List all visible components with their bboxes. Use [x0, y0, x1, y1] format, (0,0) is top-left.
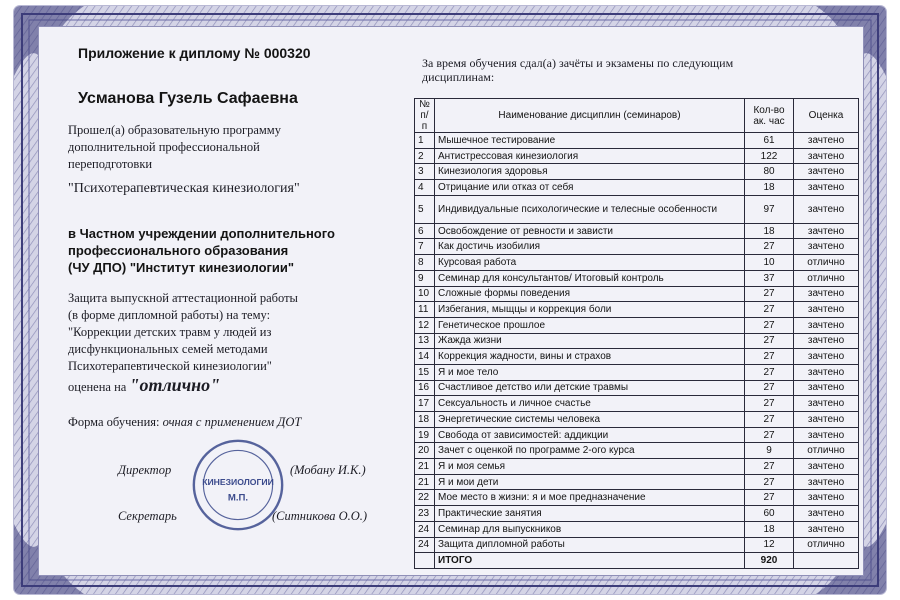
row-name: Я и мое тело	[435, 364, 745, 380]
row-num: 4	[415, 180, 435, 196]
row-hours: 9	[745, 443, 794, 459]
row-num: 2	[415, 148, 435, 164]
row-num: 12	[415, 317, 435, 333]
table-row	[415, 396, 859, 412]
row-name: Семинар для выпускников	[435, 521, 745, 537]
row-grade: зачтено	[794, 506, 859, 522]
holder-name: Усманова Гузель Сафаевна	[78, 90, 298, 107]
row-hours: 37	[745, 270, 794, 286]
row-num: 6	[415, 223, 435, 239]
table-row	[415, 380, 859, 396]
row-name: Мое место в жизни: я и мое предназначение	[435, 490, 745, 506]
row-hours: 18	[745, 180, 794, 196]
row-name: Счастливое детство или детские травмы	[435, 380, 745, 396]
row-name: Защита дипломной работы	[435, 537, 745, 553]
program-name: "Психотерапевтическая кинезиология"	[68, 181, 300, 196]
total-label: ИТОГО	[435, 553, 745, 569]
row-hours: 18	[745, 521, 794, 537]
thesis-intro-line: Защита выпускной аттестационной работы	[68, 291, 298, 305]
row-num: 8	[415, 255, 435, 271]
table-row	[415, 239, 859, 255]
row-hours: 27	[745, 317, 794, 333]
table-row	[415, 474, 859, 490]
table-row	[415, 148, 859, 164]
table-row	[415, 223, 859, 239]
program-intro-line: переподготовки	[68, 157, 153, 171]
grades-table	[414, 98, 859, 569]
study-form-label: Форма обучения:	[68, 415, 160, 429]
secretary-label: Секретарь	[118, 509, 177, 523]
table-row	[415, 412, 859, 428]
row-grade: зачтено	[794, 333, 859, 349]
row-num: 1	[415, 133, 435, 149]
table-heading	[422, 56, 733, 84]
row-name: Как достичь изобилия	[435, 239, 745, 255]
row-hours: 27	[745, 474, 794, 490]
row-num: 18	[415, 412, 435, 428]
row-name: Практические занятия	[435, 506, 745, 522]
row-name: Мышечное тестирование	[435, 133, 745, 149]
row-name: Освобождение от ревности и зависти	[435, 223, 745, 239]
row-name: Генетическое прошлое	[435, 317, 745, 333]
row-grade: зачтено	[794, 302, 859, 318]
table-row	[415, 302, 859, 318]
row-name: Зачет с оценкой по программе 2-ого курса	[435, 443, 745, 459]
row-num: 11	[415, 302, 435, 318]
row-grade: зачтено	[794, 396, 859, 412]
row-num: 19	[415, 427, 435, 443]
row-grade: зачтено	[794, 317, 859, 333]
row-num: 16	[415, 380, 435, 396]
row-grade: отлично	[794, 443, 859, 459]
row-num: 22	[415, 490, 435, 506]
row-grade: зачтено	[794, 148, 859, 164]
row-hours: 18	[745, 223, 794, 239]
row-name: Кинезиология здоровья	[435, 164, 745, 180]
table-row	[415, 521, 859, 537]
row-grade: зачтено	[794, 164, 859, 180]
row-grade: зачтено	[794, 223, 859, 239]
row-num: 14	[415, 349, 435, 365]
row-hours: 61	[745, 133, 794, 149]
stamp-mark: М.П.	[227, 492, 249, 504]
table-row	[415, 333, 859, 349]
table-row	[415, 537, 859, 553]
table-row	[415, 490, 859, 506]
header-name: Наименование дисциплин (семинаров)	[435, 99, 745, 133]
row-grade: зачтено	[794, 364, 859, 380]
row-grade: зачтено	[794, 412, 859, 428]
row-grade: отлично	[794, 255, 859, 271]
header-hours: Кол-во ак. час	[745, 99, 794, 133]
row-grade: зачтено	[794, 349, 859, 365]
row-num: 3	[415, 164, 435, 180]
total-row	[415, 553, 859, 569]
row-hours: 80	[745, 164, 794, 180]
row-hours: 122	[745, 148, 794, 164]
row-name: Индивидуальные психологические и телесные особенности	[435, 195, 745, 223]
total-hours: 920	[745, 553, 794, 569]
table-row	[415, 459, 859, 475]
program-intro-line: Прошел(а) образовательную программу	[68, 123, 281, 137]
row-hours: 97	[745, 195, 794, 223]
study-form-value: очная с применением ДОТ	[162, 415, 302, 429]
row-hours: 10	[745, 255, 794, 271]
table-row	[415, 255, 859, 271]
table-row	[415, 133, 859, 149]
table-row	[415, 443, 859, 459]
program-intro-line: дополнительной профессиональной	[68, 140, 260, 154]
row-grade: зачтено	[794, 195, 859, 223]
table-row	[415, 506, 859, 522]
table-heading-line: дисциплинам:	[422, 70, 495, 84]
row-hours: 27	[745, 364, 794, 380]
row-grade: зачтено	[794, 474, 859, 490]
table-row	[415, 364, 859, 380]
row-name: Избегания, мыщцы и коррекция боли	[435, 302, 745, 318]
row-num: 17	[415, 396, 435, 412]
row-hours: 12	[745, 537, 794, 553]
institution-line: (ЧУ ДПО) "Институт кинезиологии"	[68, 260, 295, 275]
table-row	[415, 349, 859, 365]
thesis-topic-line: Психотерапевтической кинезиологии"	[68, 359, 272, 373]
row-num: 24	[415, 521, 435, 537]
row-name: Свобода от зависимостей: аддикции	[435, 427, 745, 443]
row-num: 23	[415, 506, 435, 522]
row-grade: зачтено	[794, 380, 859, 396]
row-num: 7	[415, 239, 435, 255]
thesis-grade-line	[68, 377, 298, 396]
program-intro	[68, 122, 281, 173]
row-hours: 27	[745, 333, 794, 349]
row-grade: отлично	[794, 537, 859, 553]
table-row	[415, 164, 859, 180]
row-grade: зачтено	[794, 490, 859, 506]
row-name: Энергетические системы человека	[435, 412, 745, 428]
institution-line: профессионального образования	[68, 243, 289, 258]
thesis-block	[68, 290, 298, 396]
row-name: Коррекция жадности, вины и страхов	[435, 349, 745, 365]
row-num: 24	[415, 537, 435, 553]
grade-label: оценена на	[68, 380, 127, 394]
row-grade: зачтено	[794, 180, 859, 196]
table-row	[415, 195, 859, 223]
thesis-topic-line: "Коррекции детских травм у людей из	[68, 325, 272, 339]
row-hours: 27	[745, 380, 794, 396]
row-name: Я и мои дети	[435, 474, 745, 490]
header-grade: Оценка	[794, 99, 859, 133]
row-grade: зачтено	[794, 459, 859, 475]
row-name: Курсовая работа	[435, 255, 745, 271]
row-grade: зачтено	[794, 133, 859, 149]
row-num: 10	[415, 286, 435, 302]
director-label: Директор	[118, 463, 172, 477]
row-hours: 60	[745, 506, 794, 522]
table-row	[415, 286, 859, 302]
row-name: Сексуальность и личное счастье	[435, 396, 745, 412]
thesis-intro-line: (в форме дипломной работы) на тему:	[68, 308, 271, 322]
row-num: 5	[415, 195, 435, 223]
row-num: 21	[415, 474, 435, 490]
header-num: № п/п	[415, 99, 435, 133]
row-name: Сложные формы поведения	[435, 286, 745, 302]
row-name: Семинар для консультантов/ Итоговый контроль	[435, 270, 745, 286]
row-hours: 27	[745, 427, 794, 443]
row-hours: 27	[745, 412, 794, 428]
row-hours: 27	[745, 302, 794, 318]
row-name: Жажда жизни	[435, 333, 745, 349]
document-title: Приложение к диплому № 000320	[78, 45, 311, 61]
table-body	[415, 133, 859, 553]
row-num: 13	[415, 333, 435, 349]
row-hours: 27	[745, 286, 794, 302]
row-grade: зачтено	[794, 521, 859, 537]
row-grade: отлично	[794, 270, 859, 286]
secretary-name: (Ситникова О.О.)	[272, 509, 368, 523]
study-form	[68, 414, 301, 431]
row-name: Антистрессовая кинезиология	[435, 148, 745, 164]
row-hours: 27	[745, 239, 794, 255]
row-grade: зачтено	[794, 239, 859, 255]
row-hours: 27	[745, 396, 794, 412]
table-row	[415, 270, 859, 286]
stamp-text: КИНЕЗИОЛОГИИ	[202, 477, 274, 487]
row-name: Отрицание или отказ от себя	[435, 180, 745, 196]
row-grade: зачтено	[794, 427, 859, 443]
row-num: 20	[415, 443, 435, 459]
row-grade: зачтено	[794, 286, 859, 302]
table-heading-line: За время обучения сдал(а) зачёты и экзамены по следующим	[422, 56, 734, 70]
row-num: 21	[415, 459, 435, 475]
row-hours: 27	[745, 349, 794, 365]
table-row	[415, 317, 859, 333]
thesis-topic-line: дисфункциональных семей методами	[68, 342, 268, 356]
table-row	[415, 180, 859, 196]
institution-block	[68, 225, 335, 276]
row-name: Я и моя семья	[435, 459, 745, 475]
director-name: (Мобану И.К.)	[290, 463, 366, 477]
grade-value: "отлично"	[129, 375, 221, 395]
table-header-row	[415, 99, 859, 133]
row-num: 9	[415, 270, 435, 286]
row-num: 15	[415, 364, 435, 380]
table-row	[415, 427, 859, 443]
row-hours: 27	[745, 490, 794, 506]
row-hours: 27	[745, 459, 794, 475]
institution-line: в Частном учреждении дополнительного	[68, 226, 335, 241]
official-stamp	[190, 437, 286, 533]
